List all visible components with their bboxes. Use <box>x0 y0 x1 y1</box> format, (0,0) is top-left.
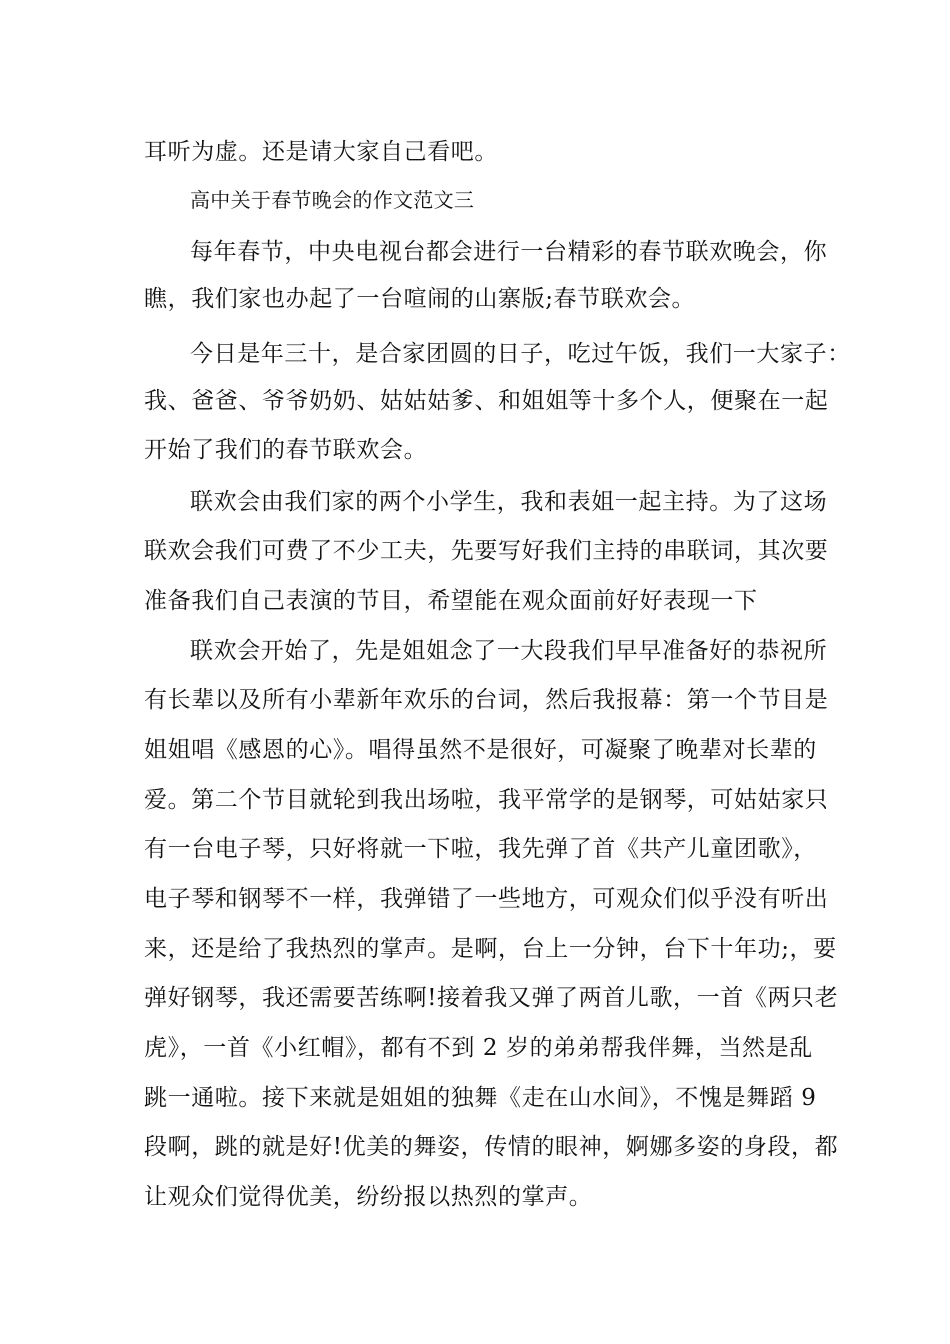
text-line: 每年春节，中央电视台都会进行一台精彩的春节联欢晚会，你 <box>190 239 828 265</box>
text-line: 虎》，一首《小红帽》，都有不到 2 岁的弟弟帮我伴舞，当然是乱 <box>144 1035 813 1061</box>
text-line: 有长辈以及所有小辈新年欢乐的台词，然后我报幕：第一个节目是 <box>144 687 829 713</box>
text-line: 瞧，我们家也办起了一台喧闹的山寨版;春节联欢会。 <box>144 286 696 312</box>
text-line: 有一台电子琴，只好将就一下啦，我先弹了首《共产儿童团歌》， <box>144 836 817 862</box>
text-line: 爱。第二个节目就轮到我出场啦，我平常学的是钢琴，可姑姑家只 <box>144 787 829 813</box>
text-line: 开始了我们的春节联欢会。 <box>144 437 428 463</box>
section-title: 高中关于春节晚会的作文范文三 <box>190 188 475 212</box>
text-line: 准备我们自己表演的节目，希望能在观众面前好好表现一下 <box>144 588 758 614</box>
text-line: 联欢会开始了，先是姐姐念了一大段我们早早准备好的恭祝所 <box>190 638 828 664</box>
text-line: 电子琴和钢琴不一样，我弹错了一些地方，可观众们似乎没有听出 <box>144 886 829 912</box>
text-line: 段啊，跳的就是好!优美的舞姿，传情的眼神，婀娜多姿的身段，都 <box>144 1134 839 1160</box>
text-line: 弹好钢琴，我还需要苦练啊!接着我又弹了两首儿歌，一首《两只老 <box>144 985 839 1011</box>
text-line: 让观众们觉得优美，纷纷报以热烈的掌声。 <box>144 1184 593 1210</box>
text-line: 联欢会我们可费了不少工夫，先要写好我们主持的串联词，其次要 <box>144 538 829 564</box>
text-line: 耳听为虚。还是请大家自己看吧。 <box>144 139 498 165</box>
text-line: 联欢会由我们家的两个小学生，我和表姐一起主持。为了这场 <box>190 489 828 515</box>
text-line: 我、爸爸、爷爷奶奶、姑姑姑爹、和姐姐等十多个人，便聚在一起 <box>144 388 829 414</box>
text-line: 来，还是给了我热烈的掌声。是啊，台上一分钟，台下十年功;，要 <box>144 936 837 962</box>
text-line: 今日是年三十，是合家团圆的日子，吃过午饭，我们一大家子： <box>190 341 851 367</box>
text-line: 跳一通啦。接下来就是姐姐的独舞《走在山水间》，不愧是舞蹈 9 <box>144 1085 817 1111</box>
text-line: 姐姐唱《感恩的心》。唱得虽然不是很好，可凝聚了晚辈对长辈的 <box>144 737 817 763</box>
